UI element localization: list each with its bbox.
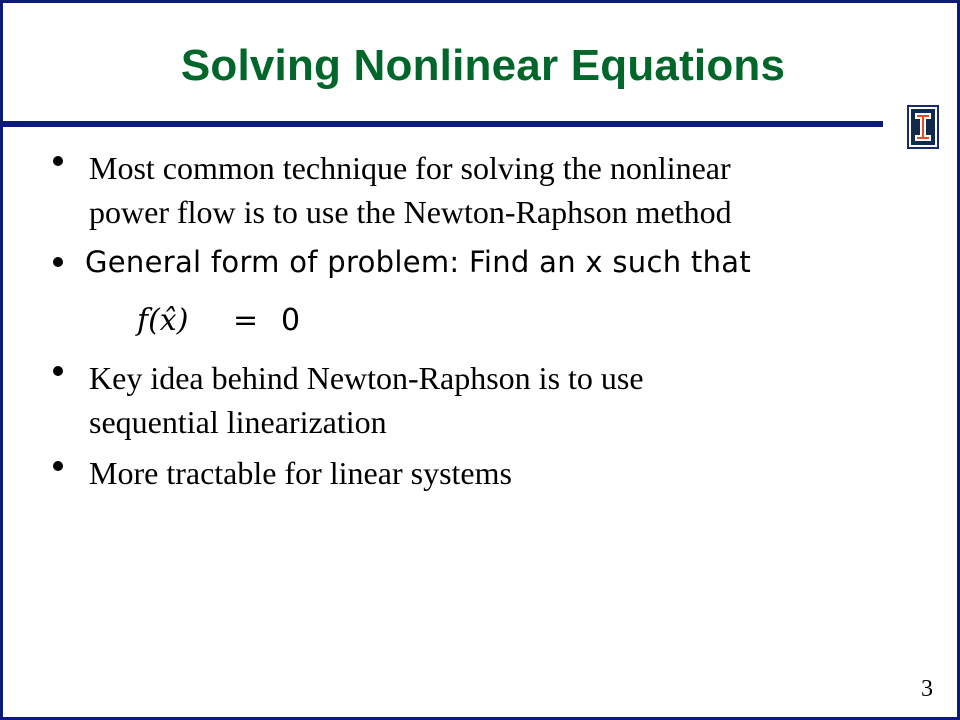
equation-equals: =	[233, 303, 259, 338]
bullet-3-line-1: Key idea behind Newton-Raphson is to use	[89, 360, 644, 396]
equation-lhs: f(x̂)	[137, 303, 189, 338]
bullet-list	[3, 3, 960, 720]
bullet-2-line-1: General form of problem: Find an x such that	[85, 245, 751, 279]
bullet-3-line-2: sequential linearization	[89, 404, 387, 440]
bullet-dot	[53, 461, 63, 471]
page-number: 3	[921, 676, 933, 702]
bullet-4-line-1: More tractable for linear systems	[89, 455, 512, 491]
bullet-1-line-1: Most common technique for solving the nonlinear	[89, 150, 731, 186]
bullet-dot	[53, 257, 63, 267]
slide-title: Solving Nonlinear Equations	[180, 41, 786, 90]
equation-rhs: 0	[281, 303, 301, 338]
bullet-1-line-2: power flow is to use the Newton-Raphson method	[89, 194, 732, 230]
bullet-dot	[53, 156, 63, 166]
bullet-dot	[53, 366, 63, 376]
